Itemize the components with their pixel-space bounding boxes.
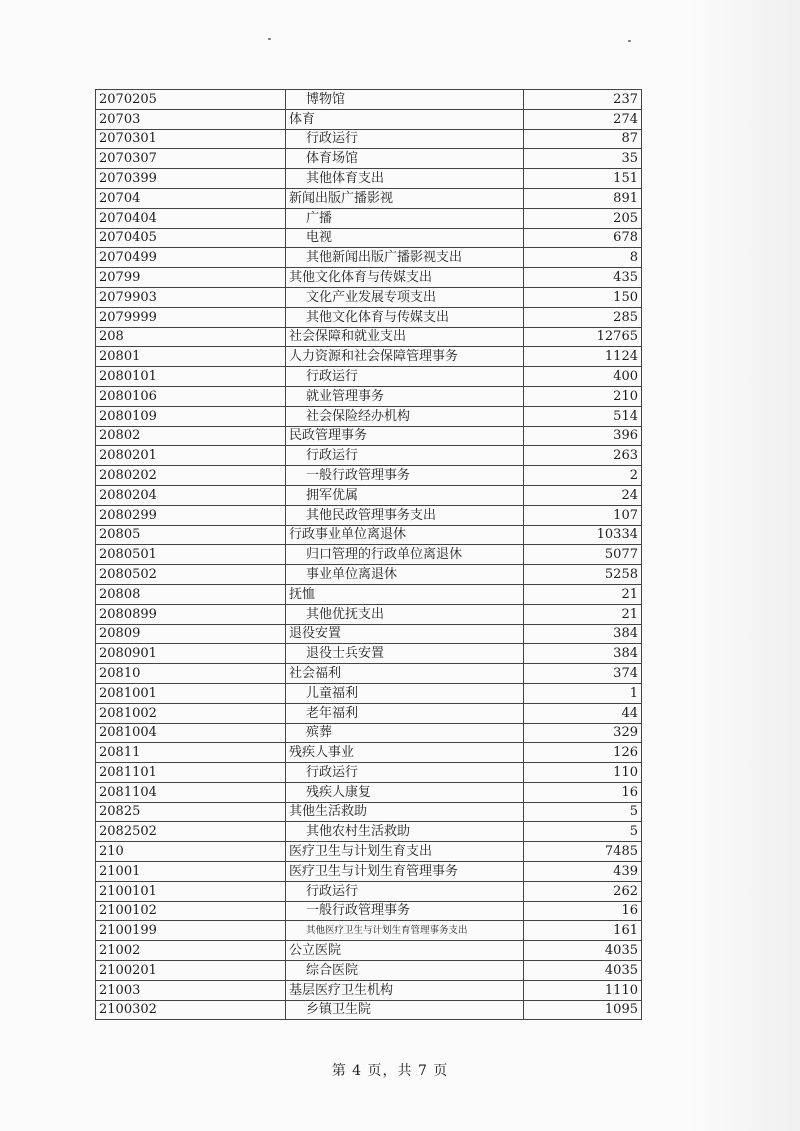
table-row xyxy=(96,228,642,248)
table-row xyxy=(96,307,642,327)
subject-name-cell: 其他文化体育与传媒支出 xyxy=(286,307,524,327)
subject-code-cell: 2081004 xyxy=(96,723,286,743)
amount-cell: 4035 xyxy=(524,961,642,981)
subject-name-cell: 文化产业发展专项支出 xyxy=(286,287,524,307)
table-row xyxy=(96,386,642,406)
amount-cell: 384 xyxy=(524,624,642,644)
subject-name-cell: 拥军优属 xyxy=(286,485,524,505)
amount-cell: 263 xyxy=(524,446,642,466)
amount-cell: 514 xyxy=(524,406,642,426)
subject-code-cell: 2070307 xyxy=(96,149,286,169)
table-row xyxy=(96,466,642,486)
subject-code-cell: 2080101 xyxy=(96,367,286,387)
table-row xyxy=(96,287,642,307)
subject-name-cell: 残疾人康复 xyxy=(286,782,524,802)
subject-name-cell: 行政事业单位离退休 xyxy=(286,525,524,545)
amount-cell: 891 xyxy=(524,188,642,208)
table-row xyxy=(96,822,642,842)
subject-code-cell: 2080204 xyxy=(96,485,286,505)
subject-code-cell: 2080202 xyxy=(96,466,286,486)
table-row xyxy=(96,505,642,525)
amount-cell: 329 xyxy=(524,723,642,743)
amount-cell: 150 xyxy=(524,287,642,307)
table-row xyxy=(96,881,642,901)
table-row xyxy=(96,683,642,703)
subject-code-cell: 2100201 xyxy=(96,961,286,981)
subject-name-cell: 医疗卫生与计划生育支出 xyxy=(286,842,524,862)
subject-name-cell: 老年福利 xyxy=(286,703,524,723)
amount-cell: 1110 xyxy=(524,980,642,1000)
amount-cell: 210 xyxy=(524,386,642,406)
subject-name-cell: 就业管理事务 xyxy=(286,386,524,406)
table-row xyxy=(96,188,642,208)
amount-cell: 274 xyxy=(524,109,642,129)
subject-code-cell: 2070301 xyxy=(96,129,286,149)
table-row xyxy=(96,763,642,783)
amount-cell: 1124 xyxy=(524,347,642,367)
subject-code-cell: 21003 xyxy=(96,980,286,1000)
table-row xyxy=(96,446,642,466)
subject-code-cell: 2080201 xyxy=(96,446,286,466)
amount-cell: 2 xyxy=(524,466,642,486)
subject-name-cell: 儿童福利 xyxy=(286,683,524,703)
scan-speck xyxy=(628,40,631,42)
subject-code-cell: 2080106 xyxy=(96,386,286,406)
subject-code-cell: 2070399 xyxy=(96,169,286,189)
subject-code-cell: 2079999 xyxy=(96,307,286,327)
amount-cell: 12765 xyxy=(524,327,642,347)
table-row xyxy=(96,109,642,129)
amount-cell: 161 xyxy=(524,921,642,941)
subject-code-cell: 208 xyxy=(96,327,286,347)
table-row xyxy=(96,941,642,961)
subject-name-cell: 行政运行 xyxy=(286,881,524,901)
table-row xyxy=(96,703,642,723)
table-row xyxy=(96,545,642,565)
subject-code-cell: 20801 xyxy=(96,347,286,367)
amount-cell: 1 xyxy=(524,683,642,703)
amount-cell: 44 xyxy=(524,703,642,723)
table-row xyxy=(96,901,642,921)
table-row xyxy=(96,208,642,228)
table-row xyxy=(96,406,642,426)
amount-cell: 21 xyxy=(524,604,642,624)
subject-name-cell: 其他农村生活救助 xyxy=(286,822,524,842)
amount-cell: 5258 xyxy=(524,565,642,585)
subject-name-cell: 行政运行 xyxy=(286,129,524,149)
subject-name-cell: 新闻出版广播影视 xyxy=(286,188,524,208)
amount-cell: 87 xyxy=(524,129,642,149)
subject-name-cell: 其他文化体育与传媒支出 xyxy=(286,268,524,288)
amount-cell: 4035 xyxy=(524,941,642,961)
table-row xyxy=(96,862,642,882)
subject-name-cell: 其他民政管理事务支出 xyxy=(286,505,524,525)
table-row xyxy=(96,802,642,822)
subject-name-cell: 殡葬 xyxy=(286,723,524,743)
table-row xyxy=(96,426,642,446)
subject-name-cell: 行政运行 xyxy=(286,367,524,387)
subject-name-cell: 民政管理事务 xyxy=(286,426,524,446)
subject-name-cell: 广播 xyxy=(286,208,524,228)
subject-name-cell: 抚恤 xyxy=(286,584,524,604)
budget-table xyxy=(95,89,642,1020)
amount-cell: 5 xyxy=(524,822,642,842)
amount-cell: 5077 xyxy=(524,545,642,565)
subject-name-cell: 博物馆 xyxy=(286,90,524,110)
table-row xyxy=(96,149,642,169)
amount-cell: 24 xyxy=(524,485,642,505)
subject-code-cell: 2080502 xyxy=(96,565,286,585)
table-row xyxy=(96,248,642,268)
amount-cell: 21 xyxy=(524,584,642,604)
subject-name-cell: 归口管理的行政单位离退休 xyxy=(286,545,524,565)
amount-cell: 151 xyxy=(524,169,642,189)
subject-code-cell: 20704 xyxy=(96,188,286,208)
subject-code-cell: 210 xyxy=(96,842,286,862)
subject-code-cell: 20825 xyxy=(96,802,286,822)
subject-code-cell: 2079903 xyxy=(96,287,286,307)
table-row xyxy=(96,980,642,1000)
amount-cell: 439 xyxy=(524,862,642,882)
subject-code-cell: 2080501 xyxy=(96,545,286,565)
subject-code-cell: 2070405 xyxy=(96,228,286,248)
table-row xyxy=(96,347,642,367)
subject-code-cell: 2080109 xyxy=(96,406,286,426)
subject-name-cell: 社会福利 xyxy=(286,664,524,684)
subject-code-cell: 20805 xyxy=(96,525,286,545)
table-row xyxy=(96,743,642,763)
amount-cell: 35 xyxy=(524,149,642,169)
amount-cell: 107 xyxy=(524,505,642,525)
amount-cell: 285 xyxy=(524,307,642,327)
table-row xyxy=(96,842,642,862)
table-row xyxy=(96,485,642,505)
subject-name-cell: 医疗卫生与计划生育管理事务 xyxy=(286,862,524,882)
subject-code-cell: 2100102 xyxy=(96,901,286,921)
amount-cell: 396 xyxy=(524,426,642,446)
amount-cell: 16 xyxy=(524,901,642,921)
amount-cell: 384 xyxy=(524,644,642,664)
table-row xyxy=(96,644,642,664)
subject-name-cell: 乡镇卫生院 xyxy=(286,1000,524,1020)
table-row xyxy=(96,782,642,802)
subject-code-cell: 20811 xyxy=(96,743,286,763)
subject-name-cell: 行政运行 xyxy=(286,763,524,783)
table-row xyxy=(96,268,642,288)
table-row xyxy=(96,1000,642,1020)
table-row xyxy=(96,327,642,347)
amount-cell: 16 xyxy=(524,782,642,802)
subject-name-cell: 体育场馆 xyxy=(286,149,524,169)
amount-cell: 1095 xyxy=(524,1000,642,1020)
amount-cell: 262 xyxy=(524,881,642,901)
subject-name-cell: 事业单位离退休 xyxy=(286,565,524,585)
scan-shadow xyxy=(690,0,800,1131)
subject-code-cell: 21001 xyxy=(96,862,286,882)
subject-name-cell: 其他医疗卫生与计划生育管理事务支出 xyxy=(286,921,524,941)
amount-cell: 374 xyxy=(524,664,642,684)
subject-name-cell: 其他新闻出版广播影视支出 xyxy=(286,248,524,268)
subject-code-cell: 2070205 xyxy=(96,90,286,110)
subject-name-cell: 残疾人事业 xyxy=(286,743,524,763)
table-row xyxy=(96,565,642,585)
amount-cell: 400 xyxy=(524,367,642,387)
subject-code-cell: 2070404 xyxy=(96,208,286,228)
subject-code-cell: 2100101 xyxy=(96,881,286,901)
subject-name-cell: 退役士兵安置 xyxy=(286,644,524,664)
table-row xyxy=(96,367,642,387)
subject-code-cell: 2081001 xyxy=(96,683,286,703)
table-row xyxy=(96,921,642,941)
subject-code-cell: 2081002 xyxy=(96,703,286,723)
table-row xyxy=(96,525,642,545)
table-row xyxy=(96,604,642,624)
table-row xyxy=(96,723,642,743)
table-row xyxy=(96,664,642,684)
table-row xyxy=(96,90,642,110)
subject-name-cell: 行政运行 xyxy=(286,446,524,466)
page-footer: 第 4 页，共 7 页 xyxy=(331,1063,449,1079)
subject-code-cell: 21002 xyxy=(96,941,286,961)
subject-name-cell: 社会保险经办机构 xyxy=(286,406,524,426)
subject-code-cell: 20809 xyxy=(96,624,286,644)
subject-code-cell: 20808 xyxy=(96,584,286,604)
subject-name-cell: 综合医院 xyxy=(286,961,524,981)
amount-cell: 435 xyxy=(524,268,642,288)
subject-name-cell: 退役安置 xyxy=(286,624,524,644)
subject-code-cell: 2081101 xyxy=(96,763,286,783)
subject-code-cell: 2100199 xyxy=(96,921,286,941)
subject-name-cell: 基层医疗卫生机构 xyxy=(286,980,524,1000)
subject-code-cell: 2100302 xyxy=(96,1000,286,1020)
amount-cell: 110 xyxy=(524,763,642,783)
subject-code-cell: 20799 xyxy=(96,268,286,288)
amount-cell: 8 xyxy=(524,248,642,268)
subject-code-cell: 2082502 xyxy=(96,822,286,842)
subject-code-cell: 2080299 xyxy=(96,505,286,525)
subject-code-cell: 2080901 xyxy=(96,644,286,664)
amount-cell: 10334 xyxy=(524,525,642,545)
subject-name-cell: 其他优抚支出 xyxy=(286,604,524,624)
amount-cell: 7485 xyxy=(524,842,642,862)
table-row xyxy=(96,584,642,604)
subject-name-cell: 电视 xyxy=(286,228,524,248)
subject-name-cell: 其他体育支出 xyxy=(286,169,524,189)
subject-name-cell: 一般行政管理事务 xyxy=(286,466,524,486)
subject-code-cell: 2081104 xyxy=(96,782,286,802)
amount-cell: 5 xyxy=(524,802,642,822)
subject-name-cell: 体育 xyxy=(286,109,524,129)
table-row xyxy=(96,169,642,189)
table-row xyxy=(96,961,642,981)
subject-code-cell: 20802 xyxy=(96,426,286,446)
subject-name-cell: 公立医院 xyxy=(286,941,524,961)
subject-name-cell: 其他生活救助 xyxy=(286,802,524,822)
scan-speck xyxy=(268,38,271,40)
subject-code-cell: 20810 xyxy=(96,664,286,684)
amount-cell: 237 xyxy=(524,90,642,110)
subject-name-cell: 人力资源和社会保障管理事务 xyxy=(286,347,524,367)
amount-cell: 126 xyxy=(524,743,642,763)
subject-code-cell: 2070499 xyxy=(96,248,286,268)
subject-name-cell: 一般行政管理事务 xyxy=(286,901,524,921)
subject-code-cell: 20703 xyxy=(96,109,286,129)
subject-code-cell: 2080899 xyxy=(96,604,286,624)
amount-cell: 205 xyxy=(524,208,642,228)
budget-table-body xyxy=(96,90,642,1020)
amount-cell: 678 xyxy=(524,228,642,248)
subject-name-cell: 社会保障和就业支出 xyxy=(286,327,524,347)
table-row xyxy=(96,129,642,149)
table-row xyxy=(96,624,642,644)
